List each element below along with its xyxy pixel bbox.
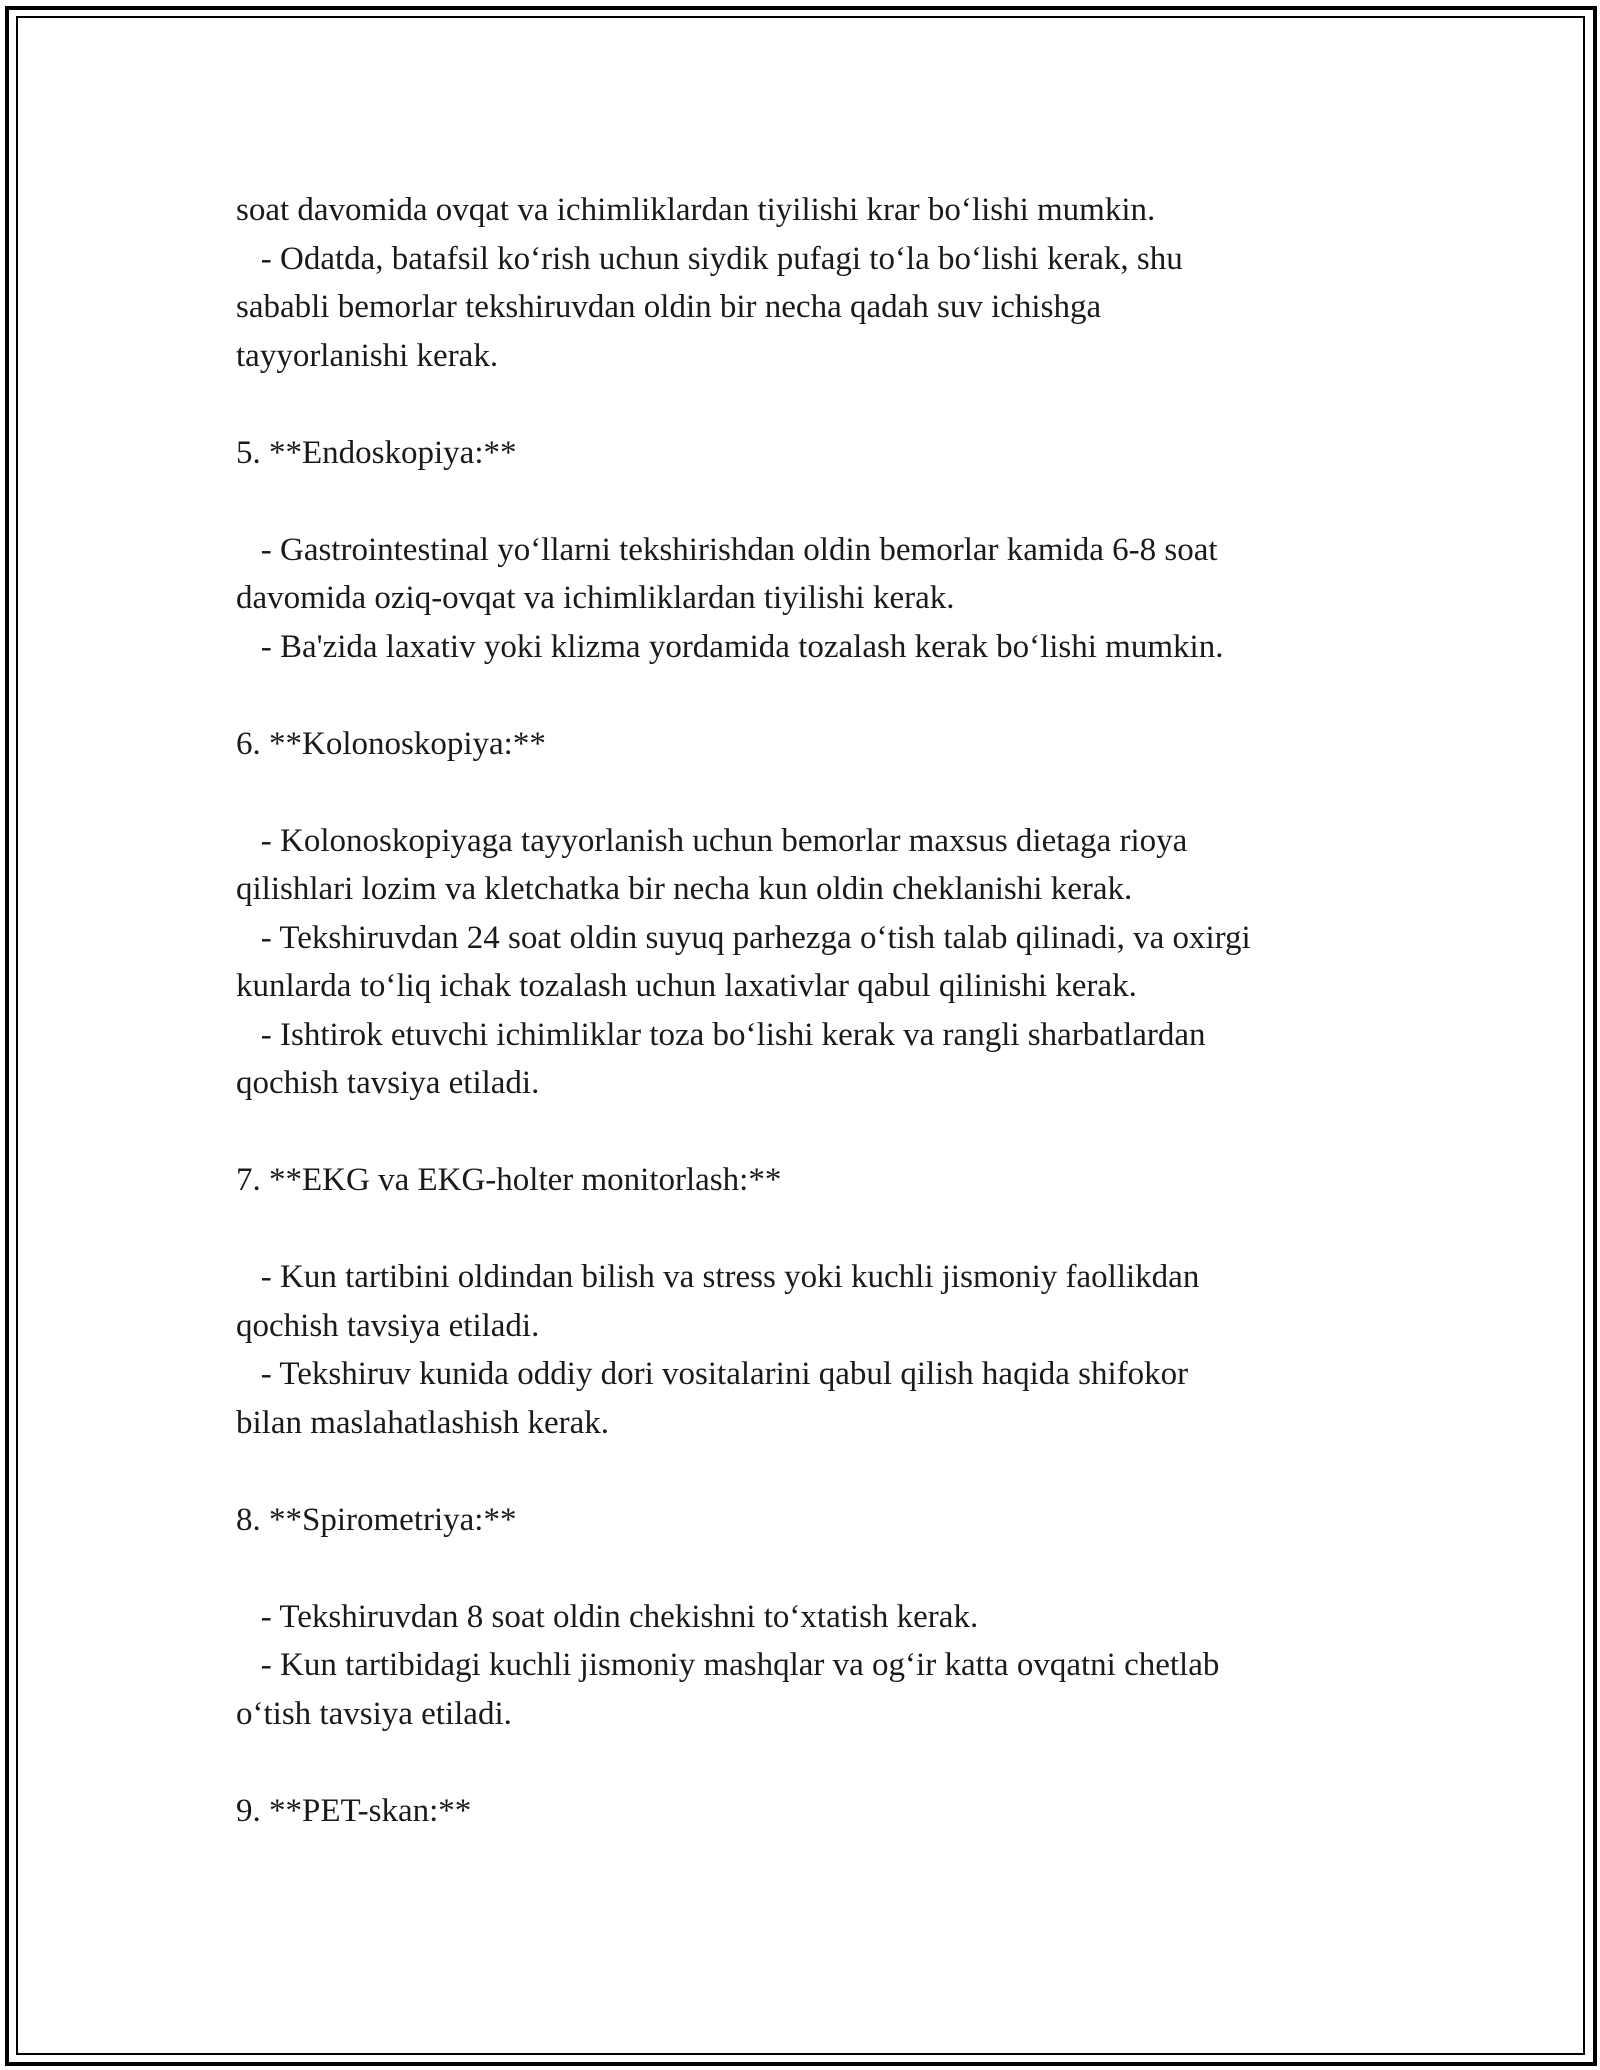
blank-line: [236, 1205, 1416, 1254]
text-line: - Ba'zida laxativ yoki klizma yordamida tozalash kerak bo‘lishi mumkin.: [236, 628, 1224, 665]
section-heading-endoskopiya: 5. **Endoskopiya:**: [236, 434, 517, 471]
text-line: - Ishtirok etuvchi ichimliklar toza bo‘lishi kerak va rangli sharbatlardan: [236, 1016, 1206, 1053]
text-line: davomida oziq-ovqat va ichimliklardan tiyilishi kerak.: [236, 580, 955, 616]
text-line: tayyorlanishi kerak.: [236, 337, 499, 374]
text-line: - Gastrointestinal yo‘llarni tekshirishdan oldin bemorlar kamida 6-8 soat: [236, 531, 1218, 568]
blank-line: [236, 1447, 1416, 1496]
text-line: soat davomida ovqat va ichimliklardan tiyilishi krar bo‘lishi mumkin.: [236, 192, 1156, 228]
blank-line: [236, 1544, 1416, 1593]
text-line: - Tekshiruvdan 24 soat oldin suyuq parhezga o‘tish talab qilinadi, va oxirgi: [236, 919, 1251, 956]
section-heading-kolonoskopiya: 6. **Kolonoskopiya:**: [236, 725, 546, 762]
text-line: - Kolonoskopiyaga tayyorlanish uchun bemorlar maxsus dietaga rioya: [236, 822, 1188, 859]
section-heading-ekg: 7. **EKG va EKG-holter monitorlash:**: [236, 1162, 782, 1198]
blank-line: [236, 380, 1416, 429]
text-line: qochish tavsiya etiladi.: [236, 1307, 540, 1344]
text-line: - Kun tartibidagi kuchli jismoniy mashqlar va og‘ir katta ovqatni chetlab: [236, 1647, 1220, 1683]
text-line: - Kun tartibini oldindan bilish va stress yoki kuchli jismoniy faollikdan: [236, 1259, 1200, 1295]
text-line: - Tekshiruv kunida oddiy dori vositalarini qabul qilish haqida shifokor: [236, 1356, 1189, 1392]
text-line: - Tekshiruvdan 8 soat oldin chekishni to‘xtatish kerak.: [236, 1598, 979, 1635]
text-line: - Odatda, batafsil ko‘rish uchun siydik pufagi to‘la bo‘lishi kerak, shu: [236, 240, 1183, 277]
text-line: o‘tish tavsiya etiladi.: [236, 1695, 512, 1732]
blank-line: [236, 477, 1416, 526]
document-body: [236, 186, 1416, 1835]
section-heading-spirometriya: 8. **Spirometriya:**: [236, 1501, 517, 1538]
section-heading-pet-skan: 9. **PET-skan:**: [236, 1792, 472, 1829]
text-line: sababli bemorlar tekshiruvdan oldin bir necha qadah suv ichishga: [236, 289, 1102, 325]
blank-line: [236, 671, 1416, 720]
blank-line: [236, 1738, 1416, 1787]
text-line: qilishlari lozim va kletchatka bir necha kun oldin cheklanishi kerak.: [236, 871, 1133, 907]
text-line: qochish tavsiya etiladi.: [236, 1065, 540, 1101]
text-line: bilan maslahatlashish kerak.: [236, 1404, 609, 1441]
text-line: kunlarda to‘liq ichak tozalash uchun laxativlar qabul qilinishi kerak.: [236, 968, 1137, 1004]
blank-line: [236, 1108, 1416, 1157]
blank-line: [236, 768, 1416, 817]
